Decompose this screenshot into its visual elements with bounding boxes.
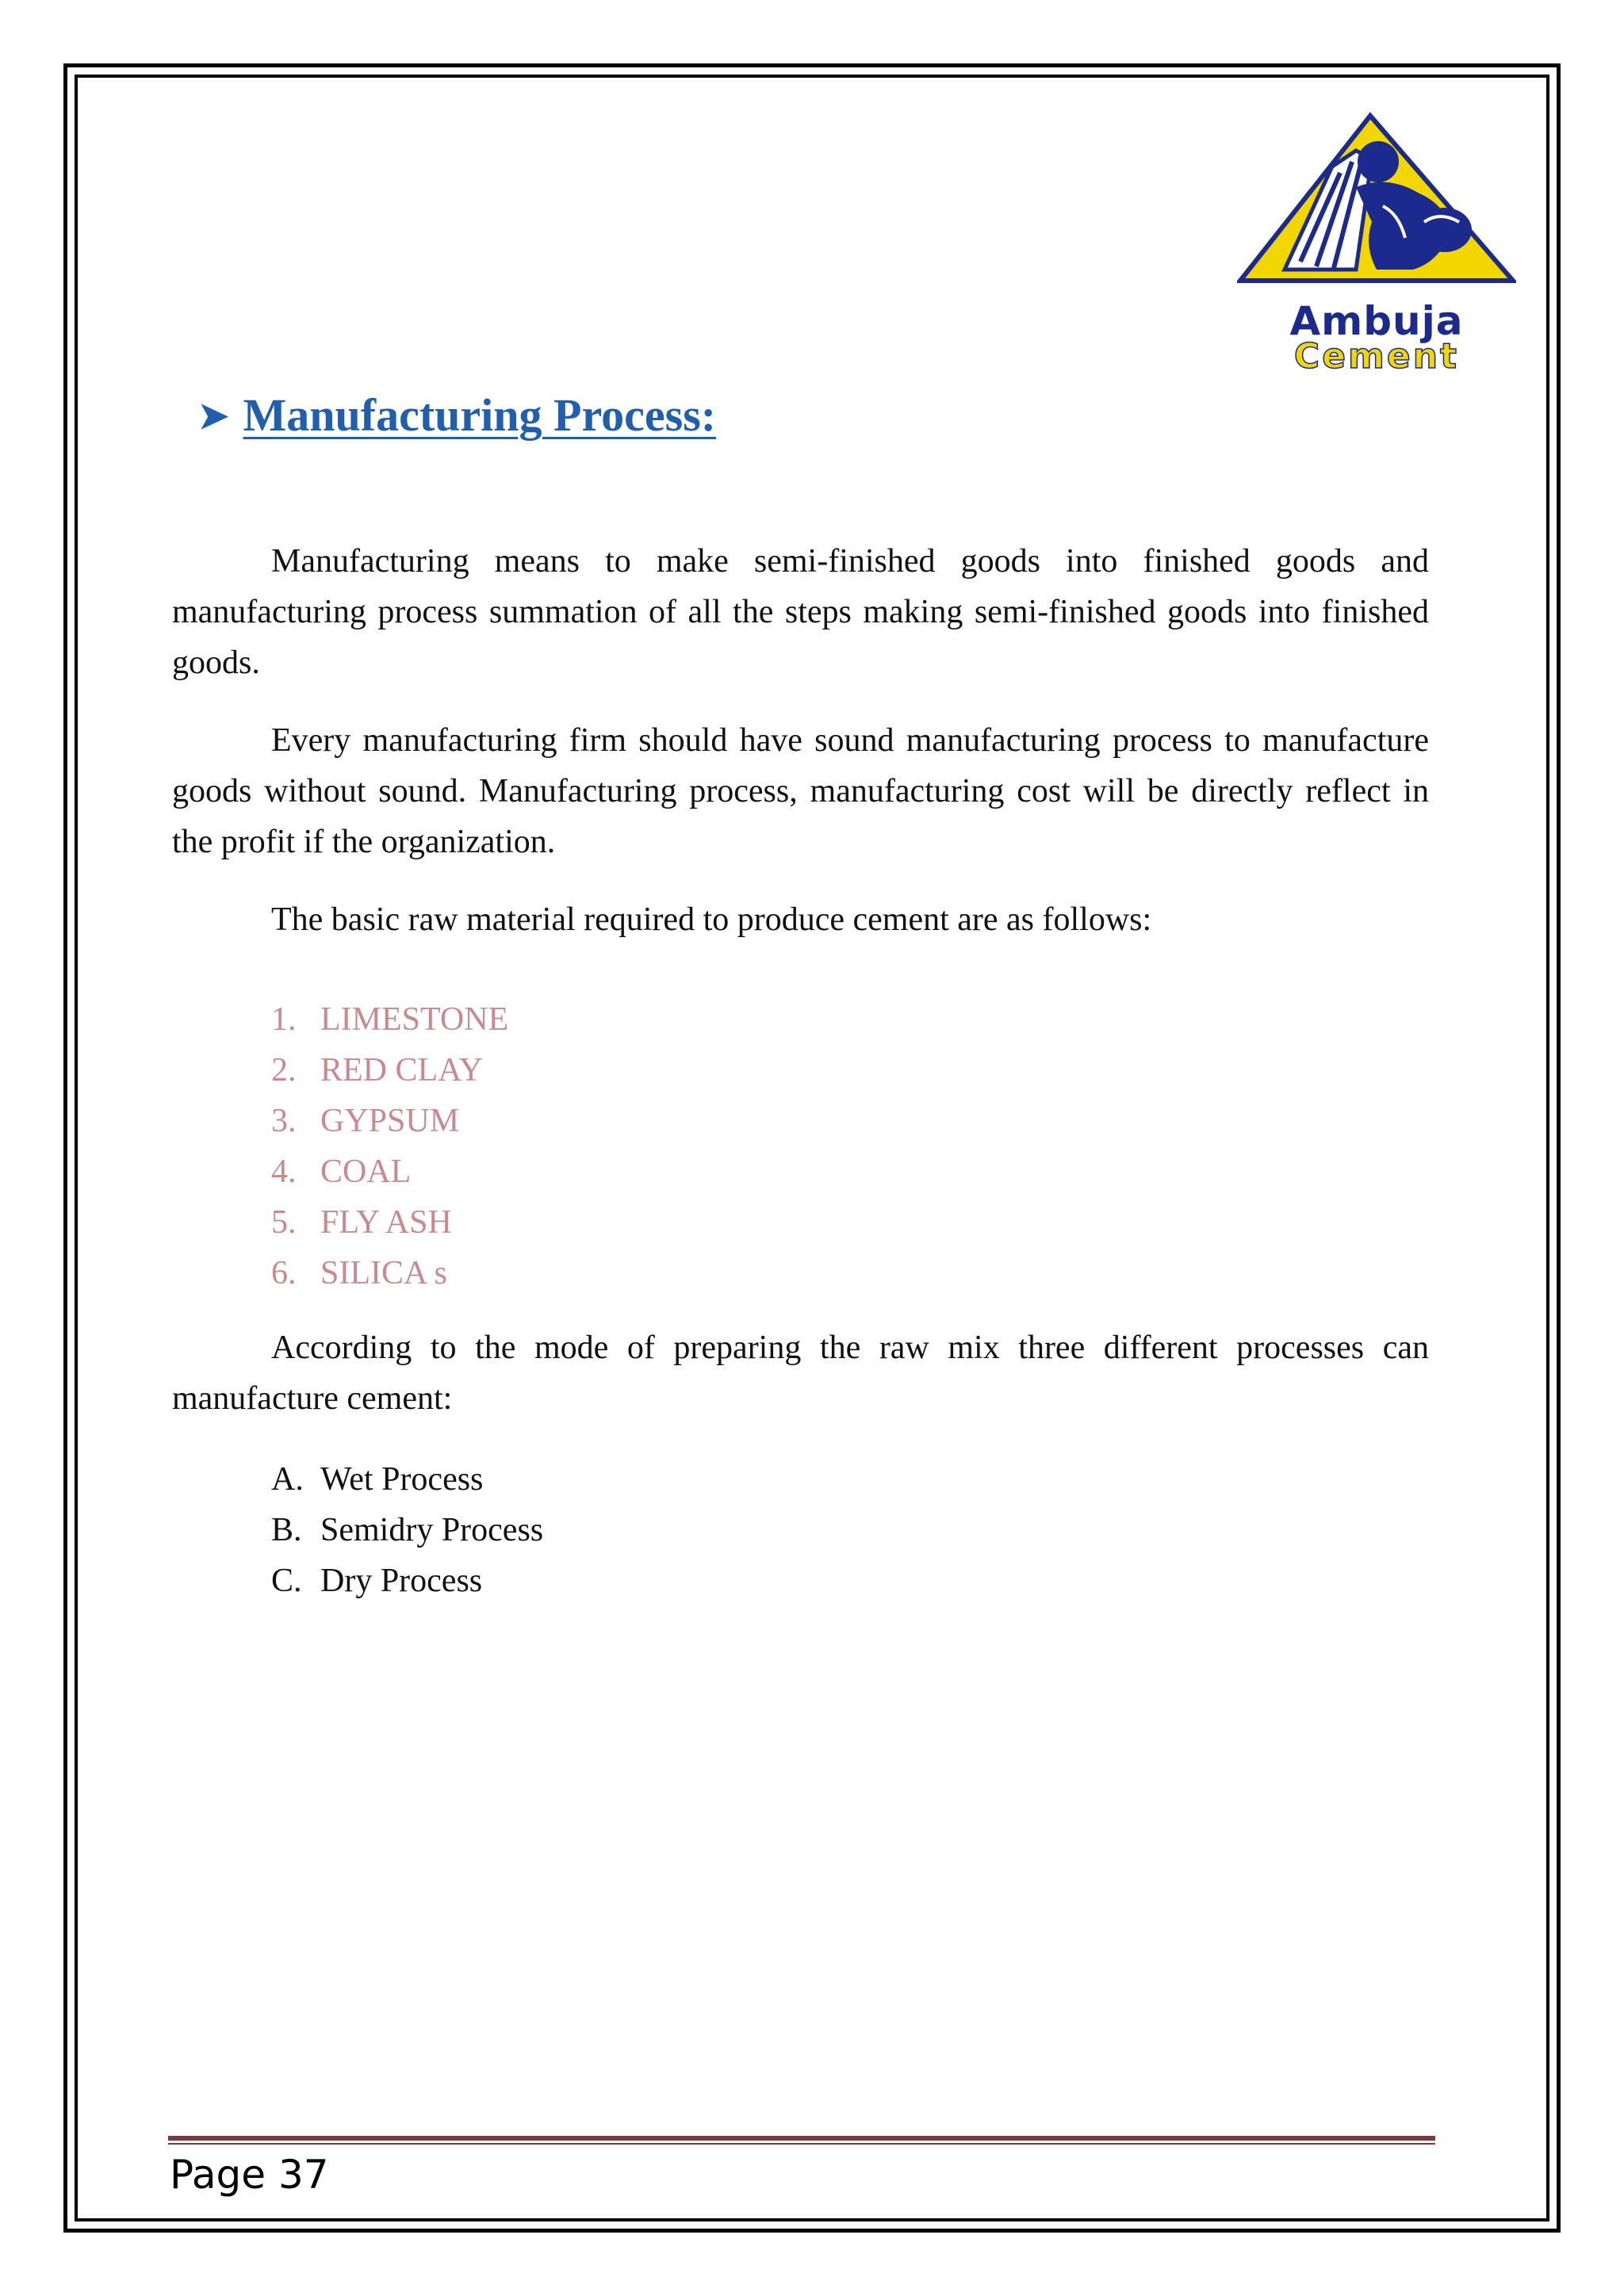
paragraph-process-intro: According to the mode of preparing the raw mix three different processes can manufacture cement:	[172, 1330, 1429, 1417]
ambuja-logo	[1237, 111, 1516, 381]
list-item: 3. GYPSUM	[271, 1103, 460, 1139]
list-item: 6. SILICA s	[271, 1255, 447, 1292]
paragraph-definition: Manufacturing means to make semi-finished goods into finished goods and manufacturing process summation of all the steps making semi-finished goods into finished goods.	[172, 543, 1429, 681]
paragraph-raw-material-intro: The basic raw material required to produce cement are as follows:	[271, 901, 1152, 938]
paragraph-importance: Every manufacturing firm should have sound manufacturing process to manufacture goods without sound. Manufacturing process, manufacturing cost will be directly reflect in the profit if the organization.	[172, 722, 1429, 860]
logo-text-cement: Cement	[1293, 336, 1460, 377]
logo-text-ambuja: Ambuja	[1289, 298, 1464, 344]
section-heading	[198, 388, 716, 442]
arrow-bullet-icon: ➤	[198, 395, 229, 436]
list-item: 1. LIMESTONE	[271, 1001, 509, 1038]
heading-title: Manufacturing Process:	[243, 389, 717, 441]
list-item: 2. RED CLAY	[271, 1052, 483, 1089]
raw-material-list	[271, 994, 508, 1299]
logo-emblem-icon	[1237, 111, 1516, 293]
page-number: Page 37	[170, 2152, 329, 2198]
list-item: C. Dry Process	[271, 1563, 483, 1599]
footer-divider	[168, 2136, 1435, 2145]
list-item: 5. FLY ASH	[271, 1204, 452, 1241]
process-list	[271, 1454, 543, 1606]
list-item: B. Semidry Process	[271, 1512, 544, 1548]
list-item: 4. COAL	[271, 1154, 412, 1190]
list-item: A. Wet Process	[271, 1461, 484, 1498]
